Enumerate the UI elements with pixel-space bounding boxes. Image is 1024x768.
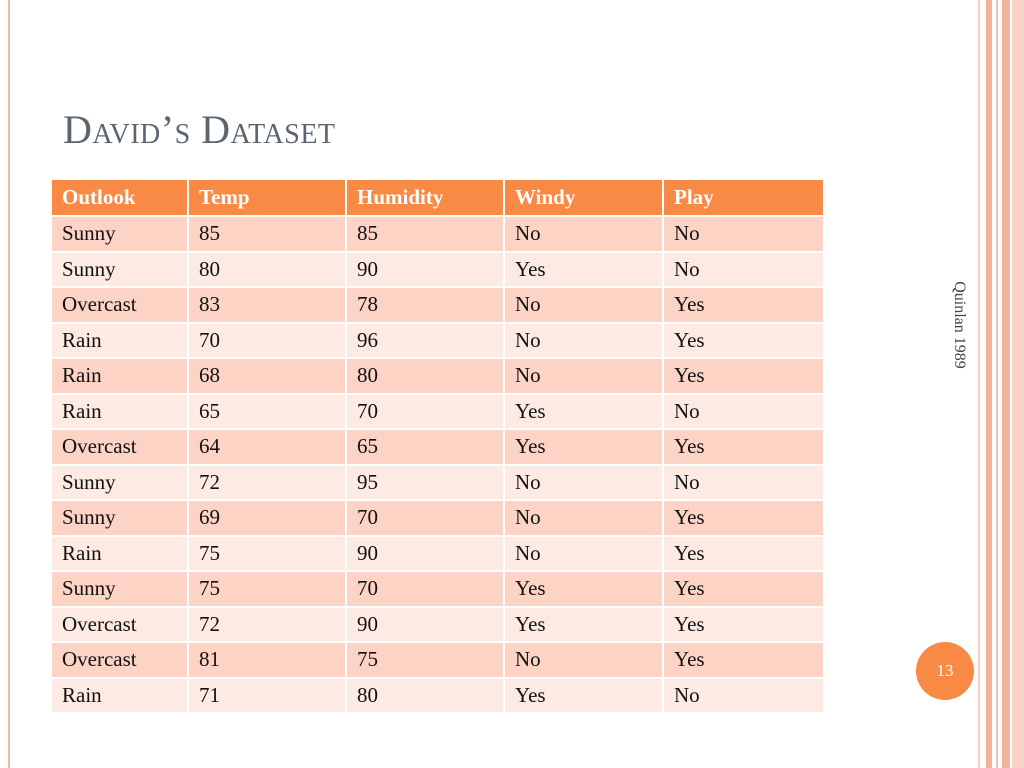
table-cell-temp: 75 bbox=[188, 536, 346, 572]
table-cell-temp: 75 bbox=[188, 571, 346, 607]
table-cell-temp: 81 bbox=[188, 642, 346, 678]
table-cell-humidity: 90 bbox=[346, 536, 504, 572]
decorative-stripe bbox=[1002, 0, 1010, 768]
table-cell-humidity: 85 bbox=[346, 216, 504, 252]
table-cell-play: No bbox=[663, 678, 823, 714]
table-cell-humidity: 90 bbox=[346, 607, 504, 643]
table-cell-humidity: 96 bbox=[346, 323, 504, 359]
slide-left-border bbox=[8, 0, 10, 768]
table-cell-temp: 80 bbox=[188, 252, 346, 288]
table-cell-play: Yes bbox=[663, 607, 823, 643]
table-cell-play: Yes bbox=[663, 642, 823, 678]
table-row bbox=[52, 358, 823, 394]
table-row bbox=[52, 607, 823, 643]
table-cell-outlook: Sunny bbox=[52, 571, 188, 607]
table-cell-windy: Yes bbox=[504, 571, 663, 607]
table-row bbox=[52, 536, 823, 572]
table-row bbox=[52, 678, 823, 714]
table-cell-windy: Yes bbox=[504, 252, 663, 288]
table-cell-play: No bbox=[663, 252, 823, 288]
table-cell-outlook: Rain bbox=[52, 323, 188, 359]
table-cell-outlook: Overcast bbox=[52, 642, 188, 678]
table-cell-play: Yes bbox=[663, 500, 823, 536]
table-cell-humidity: 90 bbox=[346, 252, 504, 288]
table-cell-humidity: 65 bbox=[346, 429, 504, 465]
table-cell-temp: 68 bbox=[188, 358, 346, 394]
decorative-stripe bbox=[996, 0, 998, 768]
table-cell-play: No bbox=[663, 216, 823, 252]
table-cell-play: Yes bbox=[663, 358, 823, 394]
table-cell-outlook: Rain bbox=[52, 536, 188, 572]
table-cell-windy: No bbox=[504, 500, 663, 536]
table-cell-windy: No bbox=[504, 287, 663, 323]
table-cell-windy: Yes bbox=[504, 678, 663, 714]
table-cell-play: No bbox=[663, 465, 823, 501]
table-cell-temp: 69 bbox=[188, 500, 346, 536]
decorative-stripe bbox=[986, 0, 992, 768]
table-cell-windy: No bbox=[504, 216, 663, 252]
slide-title: David’s Dataset bbox=[63, 107, 336, 152]
table-header-row bbox=[52, 180, 823, 216]
decorative-stripe bbox=[978, 0, 980, 768]
page-number-badge bbox=[916, 642, 974, 700]
table-row bbox=[52, 642, 823, 678]
column-header-outlook: Outlook bbox=[52, 180, 188, 216]
table-cell-temp: 85 bbox=[188, 216, 346, 252]
table-row bbox=[52, 252, 823, 288]
table-cell-humidity: 75 bbox=[346, 642, 504, 678]
table-cell-outlook: Rain bbox=[52, 394, 188, 430]
table-cell-temp: 70 bbox=[188, 323, 346, 359]
decorative-stripe bbox=[1012, 0, 1024, 768]
table-cell-temp: 65 bbox=[188, 394, 346, 430]
page-number: 13 bbox=[936, 661, 954, 680]
table-cell-humidity: 80 bbox=[346, 678, 504, 714]
table-cell-play: Yes bbox=[663, 536, 823, 572]
table-cell-windy: No bbox=[504, 465, 663, 501]
column-header-temp: Temp bbox=[188, 180, 346, 216]
citation-note: Quinlan 1989 bbox=[951, 281, 968, 369]
dataset-table bbox=[52, 180, 823, 714]
table-cell-windy: No bbox=[504, 323, 663, 359]
table-cell-outlook: Overcast bbox=[52, 287, 188, 323]
table-cell-temp: 83 bbox=[188, 287, 346, 323]
table-cell-play: Yes bbox=[663, 571, 823, 607]
table-cell-windy: Yes bbox=[504, 607, 663, 643]
table-cell-outlook: Overcast bbox=[52, 607, 188, 643]
table-cell-outlook: Overcast bbox=[52, 429, 188, 465]
table-cell-windy: No bbox=[504, 642, 663, 678]
table-cell-play: Yes bbox=[663, 287, 823, 323]
table-cell-play: Yes bbox=[663, 429, 823, 465]
table-row bbox=[52, 465, 823, 501]
table-cell-outlook: Sunny bbox=[52, 216, 188, 252]
table-cell-outlook: Rain bbox=[52, 678, 188, 714]
table-row bbox=[52, 287, 823, 323]
table-row bbox=[52, 323, 823, 359]
table-row bbox=[52, 429, 823, 465]
column-header-windy: Windy bbox=[504, 180, 663, 216]
table-cell-humidity: 70 bbox=[346, 571, 504, 607]
table-cell-outlook: Rain bbox=[52, 358, 188, 394]
table-row bbox=[52, 394, 823, 430]
table-row bbox=[52, 500, 823, 536]
column-header-play: Play bbox=[663, 180, 823, 216]
table-cell-temp: 64 bbox=[188, 429, 346, 465]
table-cell-play: No bbox=[663, 394, 823, 430]
table-cell-temp: 71 bbox=[188, 678, 346, 714]
table-cell-windy: Yes bbox=[504, 429, 663, 465]
table-row bbox=[52, 216, 823, 252]
table-cell-play: Yes bbox=[663, 323, 823, 359]
table-cell-humidity: 70 bbox=[346, 394, 504, 430]
table-cell-windy: Yes bbox=[504, 394, 663, 430]
table-cell-humidity: 80 bbox=[346, 358, 504, 394]
table-row bbox=[52, 571, 823, 607]
table-cell-windy: No bbox=[504, 536, 663, 572]
column-header-humidity: Humidity bbox=[346, 180, 504, 216]
table-cell-outlook: Sunny bbox=[52, 252, 188, 288]
table-cell-humidity: 78 bbox=[346, 287, 504, 323]
table-cell-humidity: 70 bbox=[346, 500, 504, 536]
table-cell-windy: No bbox=[504, 358, 663, 394]
table-body bbox=[52, 216, 823, 713]
table-cell-humidity: 95 bbox=[346, 465, 504, 501]
table-cell-outlook: Sunny bbox=[52, 500, 188, 536]
table-cell-temp: 72 bbox=[188, 465, 346, 501]
table-cell-outlook: Sunny bbox=[52, 465, 188, 501]
table-cell-temp: 72 bbox=[188, 607, 346, 643]
